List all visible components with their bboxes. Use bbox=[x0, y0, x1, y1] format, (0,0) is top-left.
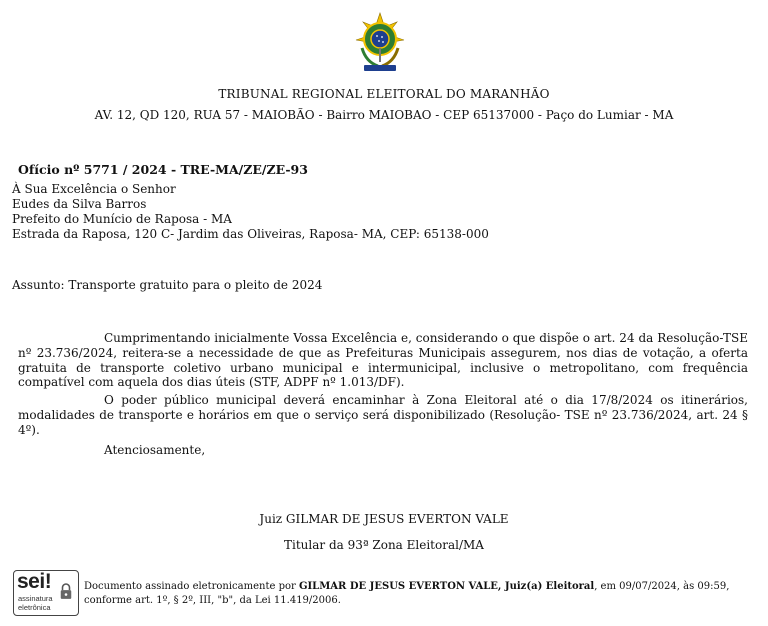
office-number: Ofício nº 5771 / 2024 - TRE-MA/ZE/ZE-93 bbox=[18, 162, 308, 177]
signer-name: Juiz GILMAR DE JESUS EVERTON VALE bbox=[259, 512, 509, 526]
signature-statement bbox=[84, 580, 744, 608]
subject-line: Assunto: Transporte gratuito para o pleito de 2024 bbox=[12, 278, 323, 292]
body-paragraph-1: Cumprimentando inicialmente Vossa Excelência e, considerando o que dispõe o art. 24 da Resolução-TSE nº 23.736/2024, reitera-se a necessidade de que as Prefeituras Municipais assegurem, nos dias de votação, a oferta gratuita de transporte coletivo urbano municipal e intermunicipal, inclusive o metropolitano, com frequência compatível com aquela dos dias úteis (STF, ADPF nº 1.013/DF). bbox=[18, 331, 748, 390]
closing: Atenciosamente, bbox=[104, 443, 206, 457]
court-address: AV. 12, QD 120, RUA 57 - MAIOBÃO - Bairro MAIOBAO - CEP 65137000 - Paço do Lumiar - MA bbox=[94, 108, 674, 122]
sei-logo-caption-2: eletrônica bbox=[18, 603, 51, 612]
signature-legal-basis: conforme art. 1º, § 2º, III, "b", da Lei 11.419/2006. bbox=[84, 595, 341, 606]
recipient-title: Prefeito do Munício de Raposa - MA bbox=[12, 212, 232, 226]
sei-logo-caption-1: assinatura bbox=[18, 594, 53, 603]
recipient-name: Eudes da Silva Barros bbox=[12, 197, 147, 211]
recipient-address: Estrada da Raposa, 120 C- Jardim das Oliveiras, Raposa- MA, CEP: 65138-000 bbox=[12, 227, 489, 241]
sei-logo-text: sei! bbox=[17, 570, 52, 593]
court-name: TRIBUNAL REGIONAL ELEITORAL DO MARANHÃO bbox=[218, 87, 550, 101]
sei-signature-logo bbox=[13, 570, 79, 616]
signer-role: Titular da 93ª Zona Eleitoral/MA bbox=[284, 538, 484, 552]
lock-icon bbox=[59, 582, 73, 600]
signature-suffix: , em 09/07/2024, às 09:59, bbox=[594, 581, 730, 592]
signature-prefix: Documento assinado eletronicamente por bbox=[84, 581, 299, 592]
body-paragraph-2: O poder público municipal deverá encaminhar à Zona Eleitoral até o dia 17/8/2024 os itinerários, modalidades de transporte e horários em que o serviço será disponibilizado (Resolução- TSE nº 23.736/2024, art. 24 § 4º). bbox=[18, 393, 748, 437]
brazil-coat-of-arms-icon bbox=[354, 12, 406, 74]
signature-signer: GILMAR DE JESUS EVERTON VALE, Juiz(a) Eleitoral bbox=[298, 581, 595, 592]
recipient-salutation: À Sua Excelência o Senhor bbox=[12, 182, 176, 196]
